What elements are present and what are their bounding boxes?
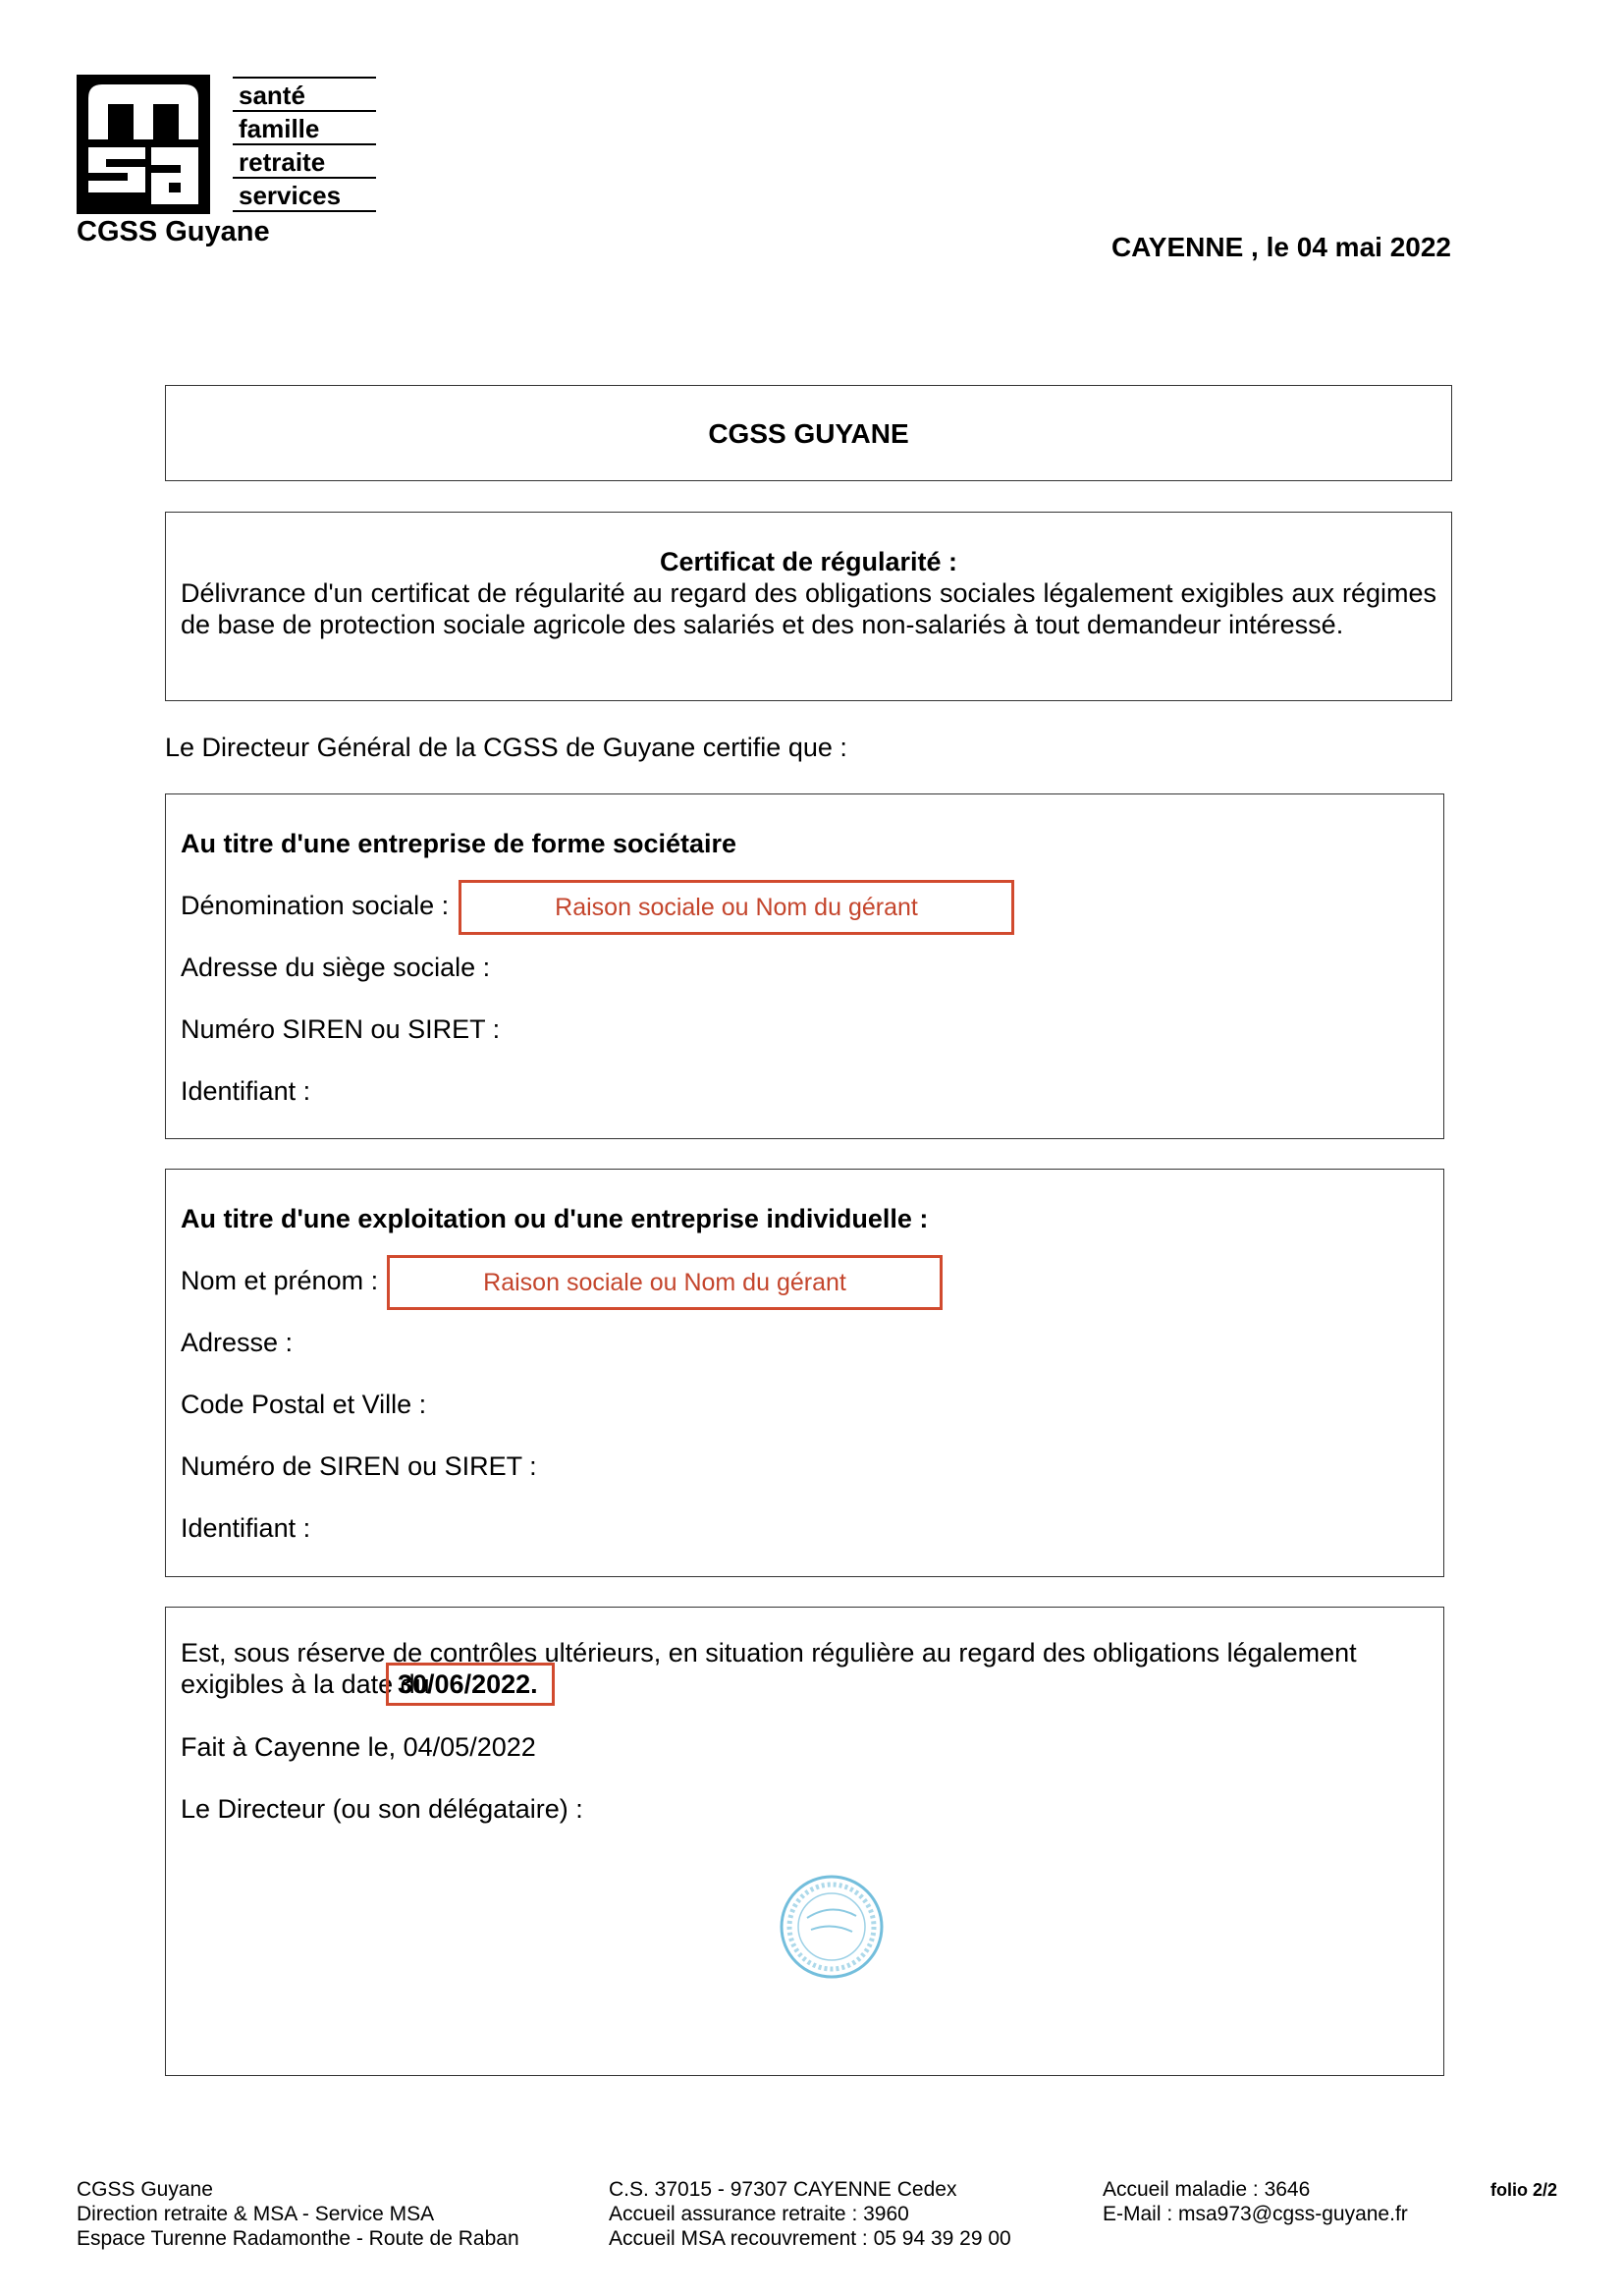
company-name-label: Dénomination sociale : (181, 891, 450, 920)
signatory-label: Le Directeur (ou son délégataire) : (181, 1794, 583, 1824)
company-section (165, 793, 1444, 1139)
company-siren-label: Numéro SIREN ou SIRET : (181, 1014, 501, 1044)
company-heading: Au titre d'une entreprise de forme sociétaire (181, 829, 737, 858)
tagline-item: services (233, 177, 376, 212)
footer-line: Accueil maladie : 3646 (1103, 2178, 1311, 2201)
intro-text: Le Directeur Général de la CGSS de Guyane certifie que : (165, 733, 847, 762)
footer-line: C.S. 37015 - 97307 CAYENNE Cedex (609, 2178, 957, 2201)
individual-id-label: Identifiant : (181, 1513, 311, 1543)
certification-section (165, 1607, 1444, 2076)
footer-line: CGSS Guyane (77, 2178, 213, 2201)
title: CGSS GUYANE (708, 418, 909, 449)
tagline-item: retraite (233, 143, 376, 177)
official-stamp (778, 1873, 886, 1981)
footer-line: Accueil assurance retraite : 3960 (609, 2203, 909, 2225)
certificate-box (165, 512, 1452, 701)
footer-col-1 (77, 2177, 519, 2251)
footer-line: Espace Turenne Radamonthe - Route de Raban (77, 2227, 519, 2250)
individual-postal-label: Code Postal et Ville : (181, 1390, 427, 1419)
certificate-heading: Certificat de régularité : (659, 547, 958, 576)
title-box (165, 385, 1452, 481)
company-name-field: Raison sociale ou Nom du gérant (459, 880, 1014, 935)
msa-logo (77, 75, 210, 214)
individual-siren-label: Numéro de SIREN ou SIRET : (181, 1451, 537, 1481)
certificate-text: Délivrance d'un certificat de régularité au regard des obligations sociales légalement exigibles aux régimes de base de protection sociale agricole des salariés et des non-salariés à tout demandeur intéressé. (181, 578, 1436, 639)
footer-line: Accueil MSA recouvrement : 05 94 39 29 00 (609, 2227, 1011, 2250)
date-line: CAYENNE , le 04 mai 2022 (1110, 232, 1451, 262)
tagline-item: famille (233, 110, 376, 143)
company-address-label: Adresse du siège sociale : (181, 953, 491, 982)
tagline (233, 77, 376, 212)
footer-line: E-Mail : msa973@cgss-guyane.fr (1103, 2203, 1408, 2225)
msa-logo-mark (77, 75, 210, 214)
due-date: 30/06/2022. (386, 1663, 555, 1706)
individual-section (165, 1169, 1444, 1577)
footer-col-3 (1103, 2177, 1408, 2226)
made-at: Fait à Cayenne le, 04/05/2022 (181, 1732, 536, 1762)
individual-name-label: Nom et prénom : (181, 1266, 379, 1295)
individual-heading: Au titre d'une exploitation ou d'une entreprise individuelle : (181, 1204, 929, 1233)
folio: folio 2/2 (1490, 2180, 1558, 2200)
individual-name-field: Raison sociale ou Nom du gérant (387, 1255, 943, 1310)
certification-line-1: Est, sous réserve de contrôles ultérieurs, en situation régulière au regard des obligations légalement (181, 1638, 1357, 1667)
footer-line: Direction retraite & MSA - Service MSA (77, 2203, 435, 2225)
tagline-item: santé (233, 77, 376, 110)
certification-line-2: exigibles à la date du (181, 1669, 430, 1699)
individual-address-label: Adresse : (181, 1328, 294, 1357)
company-id-label: Identifiant : (181, 1076, 311, 1106)
footer-col-2 (609, 2177, 1011, 2251)
org-name: CGSS Guyane (77, 216, 270, 247)
